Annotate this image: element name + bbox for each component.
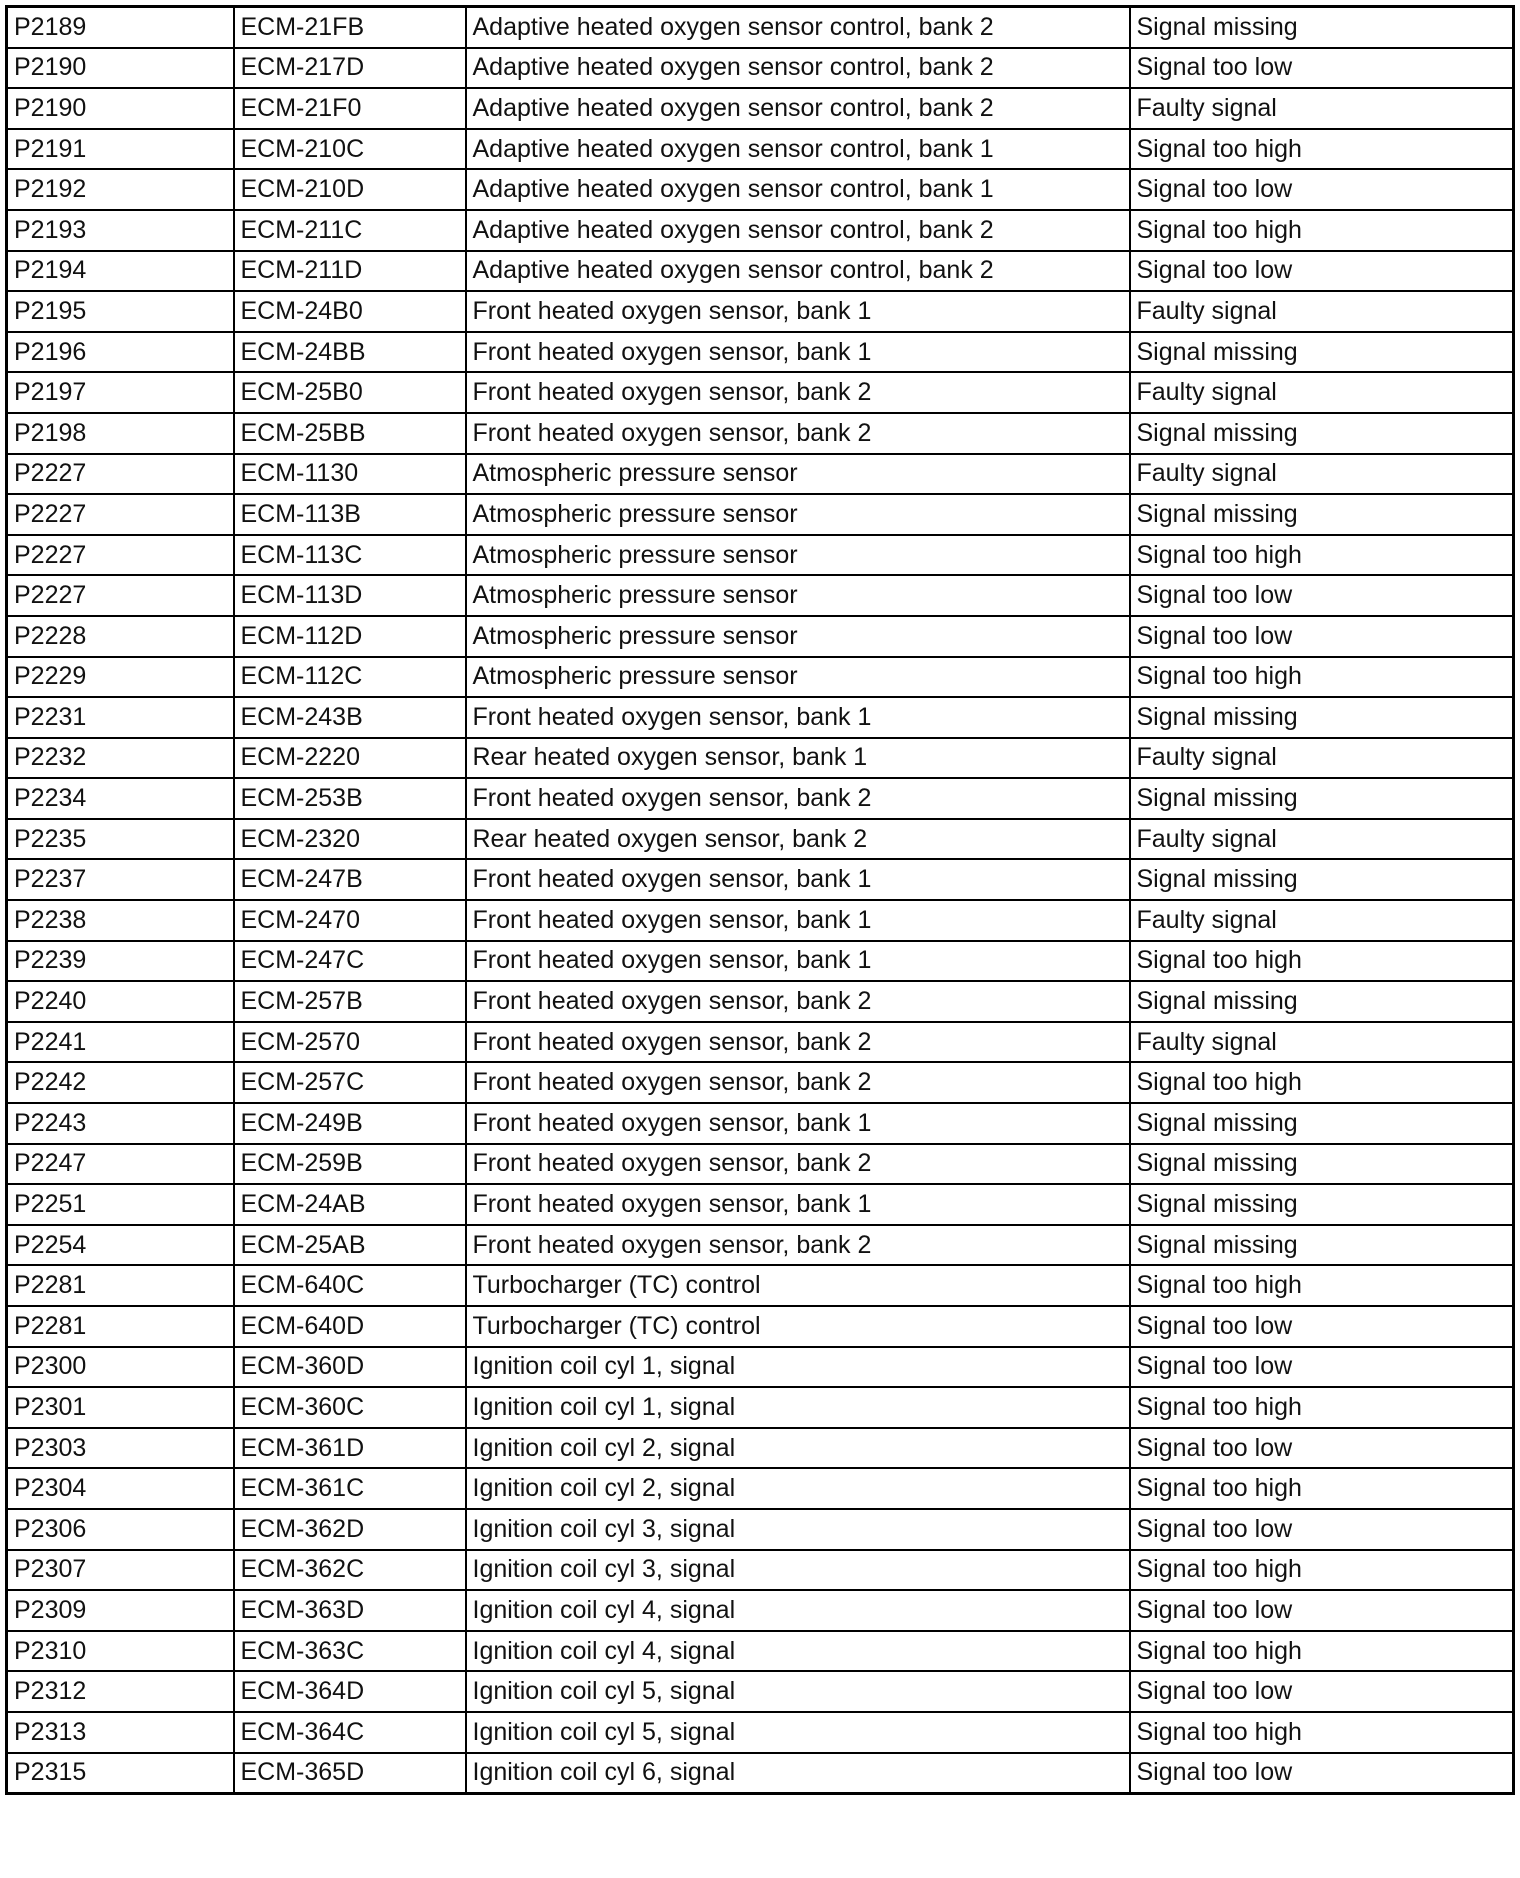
component-cell: Ignition coil cyl 1, signal [466,1387,1130,1428]
table-row [7,657,1514,698]
component-cell: Atmospheric pressure sensor [466,535,1130,576]
table-row [7,535,1514,576]
dtc-code-cell: P2312 [7,1671,234,1712]
component-cell: Ignition coil cyl 4, signal [466,1631,1130,1672]
dtc-code-cell: P2227 [7,575,234,616]
table-row [7,48,1514,89]
component-cell: Adaptive heated oxygen sensor control, bank 2 [466,251,1130,292]
dtc-table-body [7,7,1514,1794]
fault-type-cell: Signal missing [1130,697,1514,738]
fault-type-cell: Signal too high [1130,1712,1514,1753]
dtc-code-cell: P2315 [7,1753,234,1794]
fault-type-cell: Signal too low [1130,1306,1514,1347]
dtc-code-cell: P2231 [7,697,234,738]
table-row [7,1428,1514,1469]
component-cell: Rear heated oxygen sensor, bank 2 [466,819,1130,860]
table-row [7,1712,1514,1753]
table-row [7,981,1514,1022]
dtc-code-cell: P2307 [7,1550,234,1591]
dtc-code-cell: P2306 [7,1509,234,1550]
component-cell: Front heated oxygen sensor, bank 1 [466,941,1130,982]
component-cell: Rear heated oxygen sensor, bank 1 [466,738,1130,779]
ecm-code-cell: ECM-361C [234,1468,466,1509]
fault-type-cell: Signal missing [1130,859,1514,900]
component-cell: Ignition coil cyl 3, signal [466,1509,1130,1550]
table-row [7,819,1514,860]
dtc-code-cell: P2229 [7,657,234,698]
fault-type-cell: Signal missing [1130,1144,1514,1185]
dtc-code-cell: P2192 [7,169,234,210]
component-cell: Front heated oxygen sensor, bank 2 [466,981,1130,1022]
table-row [7,1671,1514,1712]
component-cell: Ignition coil cyl 5, signal [466,1712,1130,1753]
fault-type-cell: Signal missing [1130,494,1514,535]
fault-type-cell: Signal too low [1130,575,1514,616]
ecm-code-cell: ECM-113D [234,575,466,616]
table-row [7,859,1514,900]
fault-type-cell: Signal missing [1130,778,1514,819]
dtc-code-cell: P2227 [7,494,234,535]
dtc-code-cell: P2254 [7,1225,234,1266]
dtc-code-cell: P2190 [7,48,234,89]
dtc-code-cell: P2234 [7,778,234,819]
fault-type-cell: Signal too high [1130,1631,1514,1672]
fault-type-cell: Signal too low [1130,616,1514,657]
ecm-code-cell: ECM-362D [234,1509,466,1550]
fault-type-cell: Faulty signal [1130,900,1514,941]
table-row [7,372,1514,413]
dtc-code-cell: P2281 [7,1306,234,1347]
dtc-code-cell: P2228 [7,616,234,657]
dtc-code-cell: P2309 [7,1590,234,1631]
fault-type-cell: Faulty signal [1130,738,1514,779]
dtc-code-cell: P2190 [7,88,234,129]
ecm-code-cell: ECM-1130 [234,454,466,495]
component-cell: Front heated oxygen sensor, bank 2 [466,1144,1130,1185]
dtc-code-cell: P2239 [7,941,234,982]
component-cell: Adaptive heated oxygen sensor control, bank 2 [466,88,1130,129]
dtc-code-cell: P2301 [7,1387,234,1428]
dtc-code-cell: P2227 [7,454,234,495]
component-cell: Front heated oxygen sensor, bank 1 [466,1184,1130,1225]
fault-type-cell: Signal too low [1130,169,1514,210]
component-cell: Atmospheric pressure sensor [466,575,1130,616]
component-cell: Front heated oxygen sensor, bank 2 [466,1062,1130,1103]
ecm-code-cell: ECM-217D [234,48,466,89]
fault-type-cell: Faulty signal [1130,372,1514,413]
table-row [7,1103,1514,1144]
table-row [7,1265,1514,1306]
table-row [7,1144,1514,1185]
ecm-code-cell: ECM-360D [234,1347,466,1388]
ecm-code-cell: ECM-21FB [234,7,466,48]
dtc-code-cell: P2227 [7,535,234,576]
table-row [7,332,1514,373]
dtc-code-cell: P2193 [7,210,234,251]
table-row [7,1347,1514,1388]
table-row [7,941,1514,982]
dtc-code-cell: P2238 [7,900,234,941]
dtc-code-cell: P2240 [7,981,234,1022]
component-cell: Atmospheric pressure sensor [466,657,1130,698]
fault-type-cell: Signal missing [1130,1225,1514,1266]
fault-type-cell: Signal too high [1130,1265,1514,1306]
ecm-code-cell: ECM-243B [234,697,466,738]
component-cell: Ignition coil cyl 2, signal [466,1468,1130,1509]
component-cell: Front heated oxygen sensor, bank 1 [466,900,1130,941]
ecm-code-cell: ECM-24AB [234,1184,466,1225]
fault-type-cell: Signal missing [1130,332,1514,373]
component-cell: Adaptive heated oxygen sensor control, bank 2 [466,7,1130,48]
table-row [7,1550,1514,1591]
ecm-code-cell: ECM-249B [234,1103,466,1144]
table-row [7,1468,1514,1509]
dtc-table [5,5,1515,1795]
fault-type-cell: Signal missing [1130,1103,1514,1144]
table-row [7,7,1514,48]
ecm-code-cell: ECM-362C [234,1550,466,1591]
dtc-code-cell: P2232 [7,738,234,779]
fault-type-cell: Faulty signal [1130,88,1514,129]
table-row [7,1022,1514,1063]
fault-type-cell: Faulty signal [1130,454,1514,495]
ecm-code-cell: ECM-363D [234,1590,466,1631]
table-row [7,129,1514,170]
table-row [7,1387,1514,1428]
ecm-code-cell: ECM-363C [234,1631,466,1672]
dtc-code-cell: P2251 [7,1184,234,1225]
fault-type-cell: Signal too high [1130,129,1514,170]
ecm-code-cell: ECM-2320 [234,819,466,860]
component-cell: Front heated oxygen sensor, bank 1 [466,291,1130,332]
ecm-code-cell: ECM-24B0 [234,291,466,332]
ecm-code-cell: ECM-364D [234,1671,466,1712]
table-row [7,169,1514,210]
dtc-code-cell: P2237 [7,859,234,900]
component-cell: Turbocharger (TC) control [466,1265,1130,1306]
dtc-code-cell: P2241 [7,1022,234,1063]
dtc-code-cell: P2195 [7,291,234,332]
table-row [7,413,1514,454]
table-row [7,1631,1514,1672]
table-row [7,575,1514,616]
fault-type-cell: Signal missing [1130,981,1514,1022]
component-cell: Front heated oxygen sensor, bank 2 [466,1022,1130,1063]
table-row [7,697,1514,738]
component-cell: Ignition coil cyl 4, signal [466,1590,1130,1631]
component-cell: Front heated oxygen sensor, bank 2 [466,372,1130,413]
dtc-code-cell: P2303 [7,1428,234,1469]
ecm-code-cell: ECM-360C [234,1387,466,1428]
ecm-code-cell: ECM-247C [234,941,466,982]
fault-type-cell: Signal too low [1130,1590,1514,1631]
ecm-code-cell: ECM-257B [234,981,466,1022]
dtc-code-cell: P2243 [7,1103,234,1144]
fault-type-cell: Signal too high [1130,210,1514,251]
table-row [7,454,1514,495]
ecm-code-cell: ECM-113C [234,535,466,576]
ecm-code-cell: ECM-364C [234,1712,466,1753]
fault-type-cell: Faulty signal [1130,1022,1514,1063]
component-cell: Ignition coil cyl 1, signal [466,1347,1130,1388]
ecm-code-cell: ECM-259B [234,1144,466,1185]
fault-type-cell: Signal too low [1130,1428,1514,1469]
fault-type-cell: Faulty signal [1130,291,1514,332]
fault-type-cell: Signal too low [1130,1671,1514,1712]
dtc-code-cell: P2194 [7,251,234,292]
ecm-code-cell: ECM-257C [234,1062,466,1103]
dtc-code-cell: P2191 [7,129,234,170]
fault-type-cell: Signal missing [1130,413,1514,454]
fault-type-cell: Signal too high [1130,657,1514,698]
component-cell: Ignition coil cyl 3, signal [466,1550,1130,1591]
component-cell: Adaptive heated oxygen sensor control, bank 1 [466,129,1130,170]
dtc-code-cell: P2242 [7,1062,234,1103]
dtc-code-cell: P2310 [7,1631,234,1672]
ecm-code-cell: ECM-361D [234,1428,466,1469]
fault-type-cell: Signal too high [1130,941,1514,982]
component-cell: Atmospheric pressure sensor [466,494,1130,535]
fault-type-cell: Signal too low [1130,1753,1514,1794]
component-cell: Ignition coil cyl 6, signal [466,1753,1130,1794]
table-row [7,1306,1514,1347]
table-row [7,291,1514,332]
component-cell: Turbocharger (TC) control [466,1306,1130,1347]
fault-type-cell: Signal too high [1130,535,1514,576]
ecm-code-cell: ECM-112D [234,616,466,657]
fault-type-cell: Signal too high [1130,1468,1514,1509]
ecm-code-cell: ECM-21F0 [234,88,466,129]
table-row [7,210,1514,251]
fault-type-cell: Signal too high [1130,1062,1514,1103]
component-cell: Atmospheric pressure sensor [466,454,1130,495]
component-cell: Adaptive heated oxygen sensor control, bank 2 [466,210,1130,251]
component-cell: Front heated oxygen sensor, bank 1 [466,332,1130,373]
ecm-code-cell: ECM-211D [234,251,466,292]
component-cell: Front heated oxygen sensor, bank 2 [466,413,1130,454]
fault-type-cell: Signal missing [1130,7,1514,48]
table-row [7,88,1514,129]
dtc-code-cell: P2247 [7,1144,234,1185]
ecm-code-cell: ECM-2220 [234,738,466,779]
ecm-code-cell: ECM-211C [234,210,466,251]
fault-type-cell: Faulty signal [1130,819,1514,860]
fault-type-cell: Signal too low [1130,1347,1514,1388]
ecm-code-cell: ECM-25AB [234,1225,466,1266]
ecm-code-cell: ECM-2570 [234,1022,466,1063]
ecm-code-cell: ECM-24BB [234,332,466,373]
fault-type-cell: Signal too low [1130,48,1514,89]
ecm-code-cell: ECM-210C [234,129,466,170]
table-row [7,494,1514,535]
component-cell: Adaptive heated oxygen sensor control, bank 2 [466,48,1130,89]
dtc-code-cell: P2300 [7,1347,234,1388]
ecm-code-cell: ECM-25B0 [234,372,466,413]
dtc-code-cell: P2304 [7,1468,234,1509]
ecm-code-cell: ECM-365D [234,1753,466,1794]
component-cell: Front heated oxygen sensor, bank 1 [466,859,1130,900]
table-row [7,738,1514,779]
fault-type-cell: Signal too low [1130,1509,1514,1550]
component-cell: Front heated oxygen sensor, bank 2 [466,778,1130,819]
ecm-code-cell: ECM-640D [234,1306,466,1347]
ecm-code-cell: ECM-247B [234,859,466,900]
table-row [7,900,1514,941]
component-cell: Atmospheric pressure sensor [466,616,1130,657]
component-cell: Front heated oxygen sensor, bank 2 [466,1225,1130,1266]
table-row [7,251,1514,292]
table-row [7,616,1514,657]
component-cell: Adaptive heated oxygen sensor control, bank 1 [466,169,1130,210]
table-row [7,1225,1514,1266]
table-row [7,1753,1514,1794]
dtc-code-cell: P2313 [7,1712,234,1753]
fault-type-cell: Signal too low [1130,251,1514,292]
ecm-code-cell: ECM-2470 [234,900,466,941]
ecm-code-cell: ECM-112C [234,657,466,698]
table-row [7,1062,1514,1103]
ecm-code-cell: ECM-25BB [234,413,466,454]
ecm-code-cell: ECM-210D [234,169,466,210]
table-row [7,1184,1514,1225]
table-row [7,1590,1514,1631]
table-row [7,1509,1514,1550]
dtc-code-cell: P2189 [7,7,234,48]
dtc-code-cell: P2197 [7,372,234,413]
fault-type-cell: Signal too high [1130,1550,1514,1591]
component-cell: Front heated oxygen sensor, bank 1 [466,1103,1130,1144]
dtc-code-cell: P2198 [7,413,234,454]
fault-type-cell: Signal too high [1130,1387,1514,1428]
component-cell: Ignition coil cyl 2, signal [466,1428,1130,1469]
ecm-code-cell: ECM-253B [234,778,466,819]
dtc-code-cell: P2196 [7,332,234,373]
component-cell: Ignition coil cyl 5, signal [466,1671,1130,1712]
ecm-code-cell: ECM-113B [234,494,466,535]
ecm-code-cell: ECM-640C [234,1265,466,1306]
fault-type-cell: Signal missing [1130,1184,1514,1225]
dtc-code-cell: P2235 [7,819,234,860]
dtc-code-cell: P2281 [7,1265,234,1306]
component-cell: Front heated oxygen sensor, bank 1 [466,697,1130,738]
table-row [7,778,1514,819]
